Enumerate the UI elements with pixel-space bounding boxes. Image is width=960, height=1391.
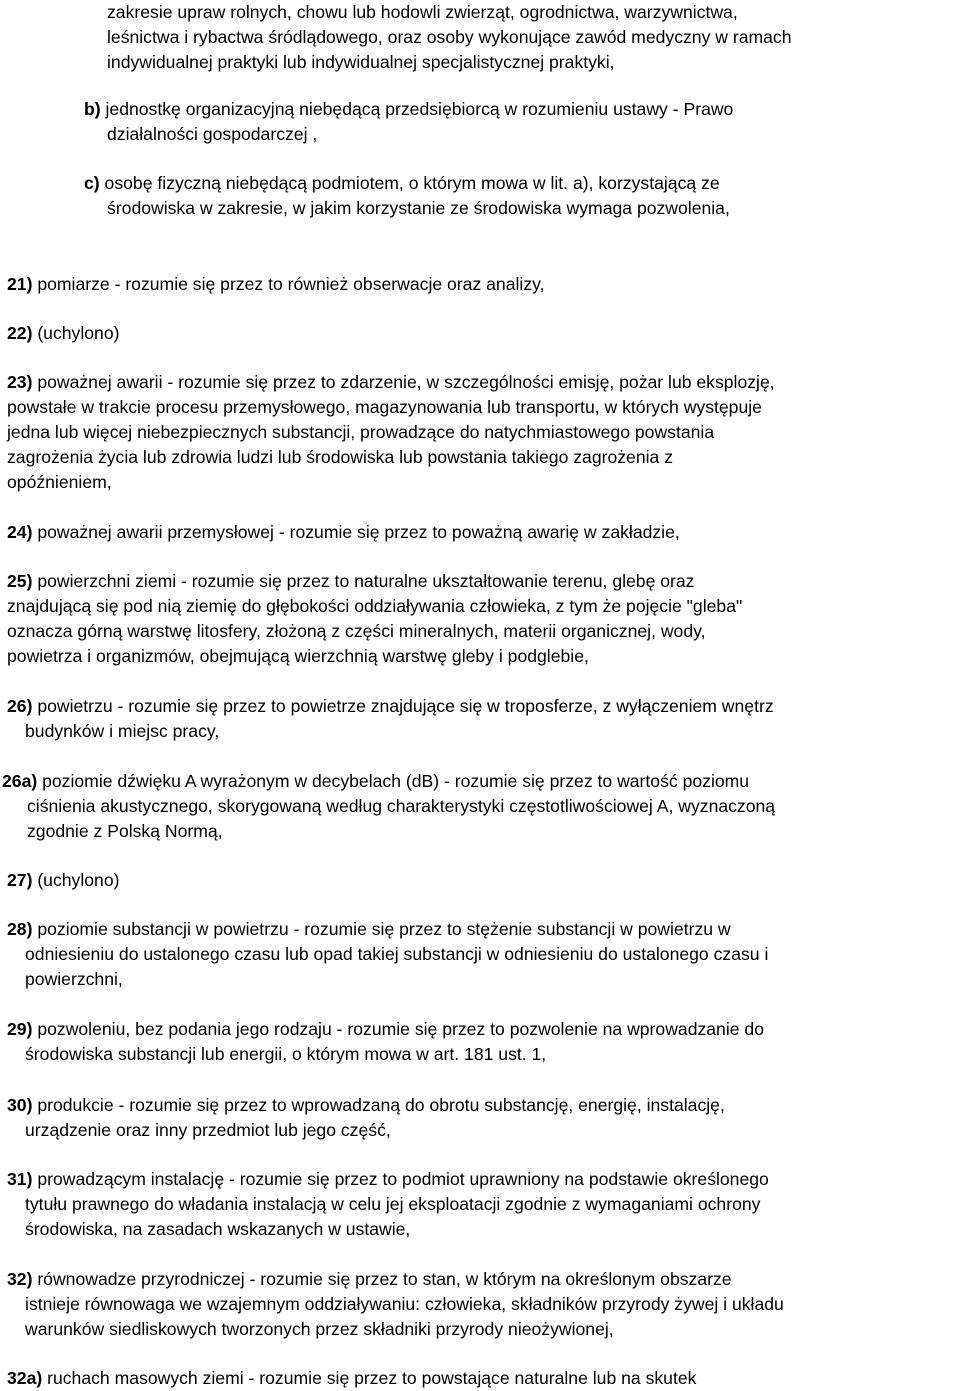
paragraph-line: poziomie dźwięku A wyrażonym w decybelach (dB) - rozumie się przez to wartość poziomu (42, 771, 750, 791)
paragraph-line: leśnictwa i rybactwa śródlądowego, oraz osoby wykonujące zawód medyczny w ramach (107, 27, 792, 47)
paragraph-number: 25) (7, 571, 33, 591)
paragraph-line: zagrożenia życia lub zdrowia ludzi lub środowiska lub powstania takiego zagrożenia z (7, 447, 673, 467)
paragraph-27 (7, 868, 119, 893)
paragraph-21 (7, 272, 545, 297)
paragraph-number: 24) (7, 522, 33, 542)
paragraph-line: odniesieniu do ustalonego czasu lub opad takiej substancji w odniesieniu do ustalonego czasu i (25, 944, 769, 964)
paragraph-line: jedna lub więcej niebezpiecznych substancji, prowadzące do natychmiastowego powstania (7, 422, 715, 442)
paragraph-31 (7, 1167, 769, 1242)
paragraph-line: tytułu prawnego do władania instalacją w celu jej eksploatacji zgodnie z wymaganiami ochrony (25, 1194, 761, 1214)
paragraph-26a (2, 769, 775, 844)
paragraph-number: 26a) (2, 771, 38, 791)
paragraph-line: poważnej awarii przemysłowej - rozumie się przez to poważną awarię w zakładzie, (37, 522, 680, 542)
paragraph-line: jednostkę organizacyjną niebędącą przedsiębiorcą w rozumieniu ustawy - Prawo (105, 99, 734, 119)
paragraph-32a (7, 1366, 696, 1391)
paragraph-intro-continuation (107, 0, 792, 75)
paragraph-line: zakresie upraw rolnych, chowu lub hodowli zwierząt, ogrodnictwa, warzywnictwa, (107, 2, 738, 22)
paragraph-25 (7, 569, 742, 669)
paragraph-b (84, 97, 733, 147)
paragraph-number: 22) (7, 323, 33, 343)
paragraph-29 (7, 1017, 764, 1067)
paragraph-line: istnieje równowaga we wzajemnym oddziaływaniu: człowieka, składników przyrody żywej i układu (25, 1294, 784, 1314)
paragraph-line: działalności gospodarczej , (107, 124, 318, 144)
paragraph-number: 31) (7, 1169, 33, 1189)
paragraph-line: równowadze przyrodniczej - rozumie się przez to stan, w którym na określonym obszarze (37, 1269, 732, 1289)
paragraph-line: budynków i miejsc pracy, (25, 721, 220, 741)
paragraph-number: 30) (7, 1095, 33, 1115)
paragraph-line: warunków siedliskowych tworzonych przez składniki przyrody nieożywionej, (25, 1319, 614, 1339)
paragraph-line: indywidualnej praktyki lub indywidualnej specjalistycznej praktyki, (107, 52, 615, 72)
paragraph-number: 28) (7, 919, 33, 939)
paragraph-24 (7, 520, 680, 545)
paragraph-line: opóźnieniem, (7, 472, 112, 492)
paragraph-c (84, 171, 730, 221)
paragraph-number: 32a) (7, 1368, 43, 1388)
paragraph-22 (7, 321, 119, 346)
paragraph-number: 21) (7, 274, 33, 294)
paragraph-23 (7, 370, 775, 495)
paragraph-32 (7, 1267, 784, 1342)
paragraph-line: zgodnie z Polską Normą, (27, 821, 223, 841)
paragraph-line: osobę fizyczną niebędącą podmiotem, o którym mowa w lit. a), korzystającą ze (104, 173, 720, 193)
paragraph-line: powietrzu - rozumie się przez to powietrze znajdujące się w troposferze, z wyłączeniem wnętrz (37, 696, 774, 716)
paragraph-number: b) (84, 99, 101, 119)
paragraph-line: oznacza górną warstwę litosfery, złożoną z części mineralnych, materii organicznej, wody, (7, 621, 706, 641)
paragraph-number: 26) (7, 696, 33, 716)
paragraph-line: środowiska, na zasadach wskazanych w ustawie, (25, 1219, 411, 1239)
paragraph-line: poziomie substancji w powietrzu - rozumie się przez to stężenie substancji w powietrzu w (37, 919, 731, 939)
paragraph-line: środowiska w zakresie, w jakim korzystanie ze środowiska wymaga pozwolenia, (107, 198, 730, 218)
paragraph-number: c) (84, 173, 100, 193)
paragraph-line: (uchylono) (37, 323, 120, 343)
paragraph-line: ruchach masowych ziemi - rozumie się przez to powstające naturalne lub na skutek (47, 1368, 697, 1388)
paragraph-line: prowadzącym instalację - rozumie się przez to podmiot uprawniony na podstawie określonego (37, 1169, 769, 1189)
paragraph-30 (7, 1093, 725, 1143)
paragraph-line: środowiska substancji lub energii, o którym mowa w art. 181 ust. 1, (25, 1044, 547, 1064)
paragraph-line: poważnej awarii - rozumie się przez to zdarzenie, w szczególności emisję, pożar lub eksplozję, (37, 372, 775, 392)
paragraph-line: powietrza i organizmów, obejmującą wierzchnią warstwę gleby i podglebie, (7, 646, 589, 666)
paragraph-line: (uchylono) (37, 870, 120, 890)
paragraph-line: pozwoleniu, bez podania jego rodzaju - rozumie się przez to pozwolenie na wprowadzanie do (37, 1019, 764, 1039)
paragraph-line: powierzchni ziemi - rozumie się przez to naturalne ukształtowanie terenu, glebę oraz (37, 571, 695, 591)
paragraph-number: 29) (7, 1019, 33, 1039)
paragraph-line: ciśnienia akustycznego, skorygowaną według charakterystyki częstotliwościowej A, wyznaczoną (27, 796, 776, 816)
paragraph-line: powierzchni, (25, 969, 123, 989)
paragraph-28 (7, 917, 768, 992)
paragraph-26 (7, 694, 774, 744)
paragraph-line: powstałe w trakcie procesu przemysłowego, magazynowania lub transportu, w których występuje (7, 397, 762, 417)
paragraph-line: pomiarze - rozumie się przez to również obserwacje oraz analizy, (37, 274, 545, 294)
paragraph-number: 32) (7, 1269, 33, 1289)
paragraph-line: urządzenie oraz inny przedmiot lub jego część, (25, 1120, 391, 1140)
paragraph-line: znajdującą się pod nią ziemię do głębokości oddziaływania człowieka, z tym że pojęcie "gleba" (7, 596, 743, 616)
paragraph-line: produkcie - rozumie się przez to wprowadzaną do obrotu substancję, energię, instalację, (37, 1095, 725, 1115)
paragraph-number: 23) (7, 372, 33, 392)
paragraph-number: 27) (7, 870, 33, 890)
